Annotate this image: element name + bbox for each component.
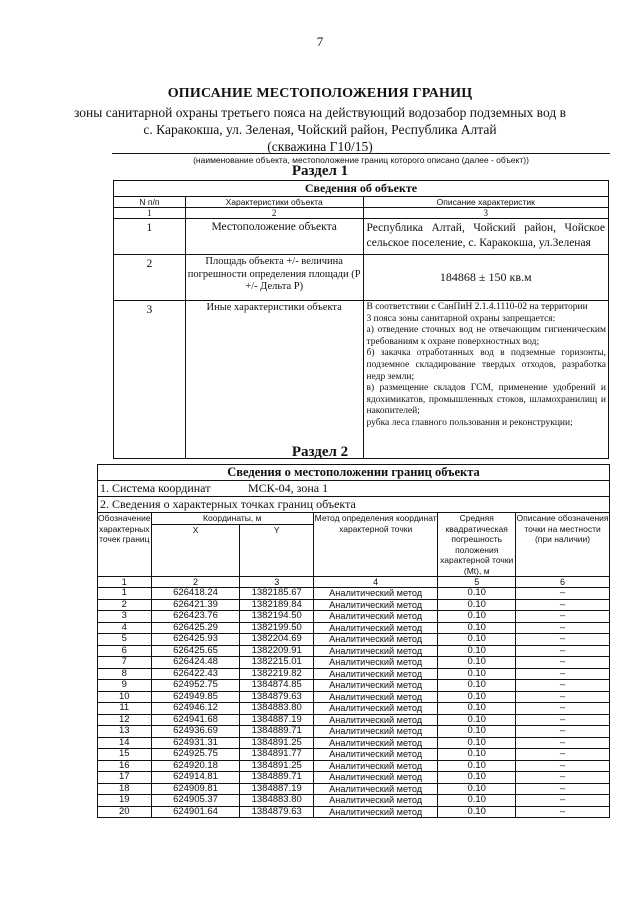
method: Аналитический метод	[313, 599, 438, 611]
col-header: Y	[240, 524, 313, 577]
characteristic-value: Республика Алтай, Чойский район, Чойское сельское поселение, с. Каракокша, ул.Зеленая	[363, 219, 609, 255]
y-coordinate: 1382209.91	[240, 645, 313, 657]
row-number: 1	[114, 219, 186, 255]
method: Аналитический метод	[313, 749, 438, 761]
x-coordinate: 626425.93	[151, 634, 240, 646]
mean-error: 0.10	[438, 588, 516, 600]
point-id: 11	[98, 703, 152, 715]
table-row	[98, 680, 610, 692]
point-description: –	[516, 783, 610, 795]
y-coordinate: 1384889.71	[240, 772, 313, 784]
method: Аналитический метод	[313, 622, 438, 634]
table-row	[98, 783, 610, 795]
point-id: 19	[98, 795, 152, 807]
col-number: 5	[438, 577, 516, 588]
col-number: 4	[313, 577, 438, 588]
point-description: –	[516, 703, 610, 715]
y-coordinate: 1384883.80	[240, 703, 313, 715]
table-row	[98, 599, 610, 611]
point-description: –	[516, 657, 610, 669]
table-row	[98, 772, 610, 784]
restriction-line: 3 пояса зоны санитарной охраны запрещается:	[366, 313, 556, 324]
col-header: Координаты, м	[151, 513, 313, 525]
mean-error: 0.10	[438, 657, 516, 669]
y-coordinate: 1384879.63	[240, 806, 313, 818]
points-body	[98, 588, 610, 818]
point-description: –	[516, 691, 610, 703]
point-description: –	[516, 772, 610, 784]
method: Аналитический метод	[313, 645, 438, 657]
x-coordinate: 626421.39	[151, 599, 240, 611]
mean-error: 0.10	[438, 783, 516, 795]
x-coordinate: 624946.12	[151, 703, 240, 715]
section-2-heading: Раздел 2	[291, 444, 349, 460]
y-coordinate: 1382215.01	[240, 657, 313, 669]
restriction-line: В соответствии с СанПиН 2.1.4.1110-02 на территории	[366, 302, 588, 312]
table-row	[114, 301, 609, 459]
point-description: –	[516, 795, 610, 807]
method: Аналитический метод	[313, 795, 438, 807]
method: Аналитический метод	[313, 726, 438, 738]
method: Аналитический метод	[313, 611, 438, 623]
y-coordinate: 1382204.69	[240, 634, 313, 646]
mean-error: 0.10	[438, 645, 516, 657]
method: Аналитический метод	[313, 691, 438, 703]
y-coordinate: 1382185.67	[240, 588, 313, 600]
point-id: 16	[98, 760, 152, 772]
y-coordinate: 1384887.19	[240, 714, 313, 726]
mean-error: 0.10	[438, 714, 516, 726]
boundary-table-title: Сведения о местоположении границ объекта	[98, 465, 610, 481]
point-id: 7	[98, 657, 152, 669]
method: Аналитический метод	[313, 772, 438, 784]
mean-error: 0.10	[438, 634, 516, 646]
table-row	[98, 691, 610, 703]
point-id: 2	[98, 599, 152, 611]
y-coordinate: 1384891.25	[240, 760, 313, 772]
table-row	[98, 634, 610, 646]
restriction-line: а) отведение сточных вод не отвечающим гигиеническим требованиям к охране поверхностных вод;	[366, 325, 606, 347]
mean-error: 0.10	[438, 611, 516, 623]
y-coordinate: 1384887.19	[240, 783, 313, 795]
table-row	[98, 622, 610, 634]
characteristic-name: Площадь объекта +/- величина погрешности определения площади (Р +/- Дельта Р)	[185, 255, 363, 301]
method: Аналитический метод	[313, 703, 438, 715]
row-number: 3	[114, 301, 186, 459]
col-number: 1	[114, 208, 186, 219]
mean-error: 0.10	[438, 691, 516, 703]
y-coordinate: 1382219.82	[240, 668, 313, 680]
x-coordinate: 626425.65	[151, 645, 240, 657]
point-description: –	[516, 611, 610, 623]
point-id: 10	[98, 691, 152, 703]
table-row	[98, 749, 610, 761]
x-coordinate: 624936.69	[151, 726, 240, 738]
object-name-underline	[112, 153, 610, 154]
y-coordinate: 1384891.77	[240, 749, 313, 761]
point-description: –	[516, 749, 610, 761]
table-row	[98, 645, 610, 657]
characteristic-name: Иные характеристики объекта	[185, 301, 363, 459]
point-description: –	[516, 714, 610, 726]
method: Аналитический метод	[313, 737, 438, 749]
point-id: 14	[98, 737, 152, 749]
coordinate-system-label: 1. Система координат	[98, 481, 240, 497]
col-number: 2	[151, 577, 240, 588]
y-coordinate: 1382194.50	[240, 611, 313, 623]
characteristic-name: Местоположение объекта	[185, 219, 363, 255]
method: Аналитический метод	[313, 806, 438, 818]
point-id: 3	[98, 611, 152, 623]
method: Аналитический метод	[313, 680, 438, 692]
table-row	[98, 806, 610, 818]
object-info-table	[113, 180, 609, 459]
col-number: 3	[240, 577, 313, 588]
y-coordinate: 1384889.71	[240, 726, 313, 738]
x-coordinate: 626425.29	[151, 622, 240, 634]
col-number: 2	[185, 208, 363, 219]
mean-error: 0.10	[438, 726, 516, 738]
mean-error: 0.10	[438, 622, 516, 634]
point-id: 9	[98, 680, 152, 692]
point-description: –	[516, 760, 610, 772]
point-description: –	[516, 622, 610, 634]
restriction-line: б) закачка отработанных вод в подземные горизонты, подземное складирование твердых отходов, разработка недр земли;	[366, 348, 606, 382]
point-id: 15	[98, 749, 152, 761]
method: Аналитический метод	[313, 588, 438, 600]
table-row	[98, 714, 610, 726]
mean-error: 0.10	[438, 737, 516, 749]
table-row	[98, 611, 610, 623]
table-row	[98, 737, 610, 749]
table-row	[98, 703, 610, 715]
x-coordinate: 624949.85	[151, 691, 240, 703]
x-coordinate: 626424.48	[151, 657, 240, 669]
document-title: ОПИСАНИЕ МЕСТОПОЛОЖЕНИЯ ГРАНИЦ	[167, 86, 473, 101]
x-coordinate: 624901.64	[151, 806, 240, 818]
x-coordinate: 624920.18	[151, 760, 240, 772]
point-description: –	[516, 588, 610, 600]
section-1-heading: Раздел 1	[291, 163, 349, 179]
subtitle-line-3: (скважина Г10/15)	[267, 139, 373, 154]
point-id: 12	[98, 714, 152, 726]
point-description: –	[516, 680, 610, 692]
col-number: 6	[516, 577, 610, 588]
y-coordinate: 1382189.84	[240, 599, 313, 611]
x-coordinate: 626422.43	[151, 668, 240, 680]
point-description: –	[516, 806, 610, 818]
table-row	[98, 588, 610, 600]
characteristic-value	[363, 301, 609, 459]
col-number: 1	[98, 577, 152, 588]
y-coordinate: 1382199.50	[240, 622, 313, 634]
table-row	[98, 657, 610, 669]
point-id: 1	[98, 588, 152, 600]
y-coordinate: 1384891.25	[240, 737, 313, 749]
mean-error: 0.10	[438, 772, 516, 784]
col-header: X	[151, 524, 240, 577]
method: Аналитический метод	[313, 657, 438, 669]
y-coordinate: 1384874.85	[240, 680, 313, 692]
method: Аналитический метод	[313, 714, 438, 726]
mean-error: 0.10	[438, 806, 516, 818]
x-coordinate: 626418.24	[151, 588, 240, 600]
mean-error: 0.10	[438, 749, 516, 761]
method: Аналитический метод	[313, 760, 438, 772]
coordinate-system-value: МСК-04, зона 1	[240, 481, 610, 497]
x-coordinate: 624941.68	[151, 714, 240, 726]
x-coordinate: 624931.31	[151, 737, 240, 749]
x-coordinate: 626423.76	[151, 611, 240, 623]
y-coordinate: 1384883.80	[240, 795, 313, 807]
points-section-label: 2. Сведения о характерных точках границ объекта	[98, 497, 610, 513]
point-description: –	[516, 634, 610, 646]
point-description: –	[516, 737, 610, 749]
point-description: –	[516, 726, 610, 738]
point-id: 5	[98, 634, 152, 646]
point-id: 8	[98, 668, 152, 680]
mean-error: 0.10	[438, 599, 516, 611]
table-row	[98, 668, 610, 680]
table-row	[114, 255, 609, 301]
method: Аналитический метод	[313, 783, 438, 795]
col-header: Метод определения координат характерной точки	[313, 513, 438, 577]
point-description: –	[516, 668, 610, 680]
col-header: Описание обозначения точки на местности (при наличии)	[516, 513, 610, 577]
y-coordinate: 1384879.63	[240, 691, 313, 703]
mean-error: 0.10	[438, 703, 516, 715]
point-id: 13	[98, 726, 152, 738]
x-coordinate: 624952.75	[151, 680, 240, 692]
col-header: N п/п	[114, 197, 186, 208]
point-description: –	[516, 599, 610, 611]
x-coordinate: 624909.81	[151, 783, 240, 795]
object-info-title: Сведения об объекте	[114, 181, 609, 197]
restriction-line: рубка леса главного пользования и реконструкции;	[366, 417, 573, 428]
x-coordinate: 624914.81	[151, 772, 240, 784]
point-id: 17	[98, 772, 152, 784]
table-row	[98, 726, 610, 738]
characteristic-value: 184868 ± 150 кв.м	[363, 255, 609, 301]
method: Аналитический метод	[313, 634, 438, 646]
restriction-line: в) размещение складов ГСМ, применение удобрений и ядохимикатов, промышленных стоков, шламохранилищ и накопителей;	[366, 383, 606, 417]
table-row	[98, 760, 610, 772]
mean-error: 0.10	[438, 680, 516, 692]
mean-error: 0.10	[438, 760, 516, 772]
object-caption: (наименование объекта, местоположение границ которого описано (далее - объект))	[193, 155, 529, 165]
point-id: 18	[98, 783, 152, 795]
col-header: Описание характеристик	[363, 197, 609, 208]
mean-error: 0.10	[438, 668, 516, 680]
x-coordinate: 624925.75	[151, 749, 240, 761]
point-description: –	[516, 645, 610, 657]
col-header: Характеристики объекта	[185, 197, 363, 208]
col-number: 3	[363, 208, 609, 219]
table-row	[98, 795, 610, 807]
subtitle-line-2: с. Каракокша, ул. Зеленая, Чойский район, Республика Алтай	[143, 122, 497, 137]
boundary-points-table	[97, 464, 610, 818]
col-header: Средняя квадратическая погрешность положения характерной точки (Mt), м	[438, 513, 516, 577]
col-header: Обозначение характерных точек границ	[98, 513, 152, 577]
row-number: 2	[114, 255, 186, 301]
subtitle-line-1: зоны санитарной охраны третьего пояса на действующий водозабор подземных вод в	[74, 105, 566, 120]
method: Аналитический метод	[313, 668, 438, 680]
x-coordinate: 624905.37	[151, 795, 240, 807]
table-row	[114, 219, 609, 255]
page-number: 7	[316, 34, 324, 49]
point-id: 4	[98, 622, 152, 634]
mean-error: 0.10	[438, 795, 516, 807]
point-id: 6	[98, 645, 152, 657]
point-id: 20	[98, 806, 152, 818]
